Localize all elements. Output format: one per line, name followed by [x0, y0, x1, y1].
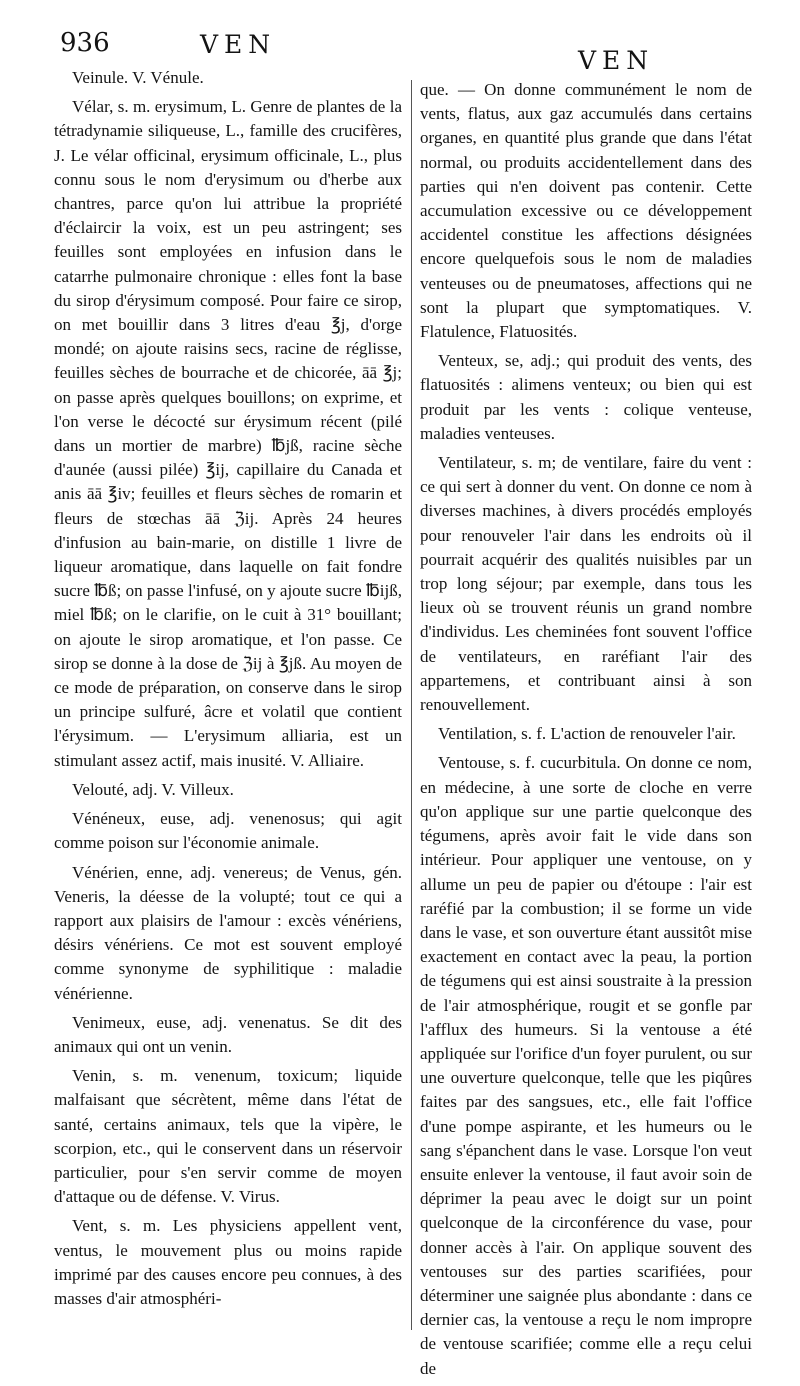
page-header — [0, 22, 800, 75]
entry-veneneux: Vénéneux, euse, adj. venenosus; qui agit comme poison sur l'économie animale. — [54, 809, 402, 853]
running-head-left: VEN — [200, 30, 277, 59]
entry-ventilation: Ventilation, s. f. L'action de renouveler l'air. — [438, 724, 736, 744]
entry-vent-continued: que. — On donne communément le nom de vents, flatus, aux gaz accumulés dans certains organes, en quantité plus grande que dans l'état normal, ou produits accidentellement dans des parties qui n'en doivent pas contenir. Cette accumulation excessive ou ce développement accidentel constitue les affections désignées encore quelquefois sous le nom de maladies venteuses ou de pneumatoses, affections qui ne sont la plupart que symptomatiques. V. Flatulence, Flatuosités. — [420, 80, 752, 342]
page-number: 936 — [60, 28, 110, 58]
column-divider — [411, 80, 412, 1330]
entry-venin: Venin, s. m. venenum, toxicum; liquide malfaisant que sécrètent, même dans l'état de santé, certains animaux, tels que la vipère, le scorpion, etc., qui le conservent dans un réservoir particulier, pour s'en servir comme de moyen d'attaque ou de défense. V. Virus. — [54, 1066, 402, 1207]
entry-ventouse: Ventouse, s. f. cucurbitula. On donne ce nom, en médecine, à une sorte de cloche en verre qu'on applique sur une partie quelconque des tégumens, après avoir fait le vide dans son intérieur. Pour appliquer une ventouse, on y allume un peu de papier ou d'étoupe : l'air est raréfié par la combustion; il se forme un vide dans le vase, et son ouverture étant aussitôt mise exactement en contact avec la peau, la portion de tégumens qui est ainsi soustraite à la pression de l'air atmosphérique, rougit et se gonfle par l'afflux des humeurs. Si la ventouse a été appliquée sur l'orifice d'un foyer purulent, ou sur une ouverture quelconque, telle que les piqûres faites par des sangsues, etc., elle fait l'office d'une pompe aspirante, et les humeurs ou le sang s'épanchent dans le vase. Lorsque l'on veut ensuite enlever la ventouse, il faut avoir soin de déprimer la peau avec le doigt sur un point quelconque de la circonférence du vase, pour donner accès à l'air. On applique souvent des ventouses sur des parties scarifiées, pour déterminer une saignée plus abondante : dans ce dernier cas, la ventouse a reçu le nom impropre de ventouse scarifiée; comme elle a reçu celui de — [420, 753, 752, 1378]
entry-veinule: Veinule. V. Vénule. — [72, 68, 204, 87]
entry-velar: Vélar, s. m. erysimum, L. Genre de plantes de la tétradynamie siliqueuse, L., famille des crucifères, J. Le vélar officinal, erysimum officinale, L., plus connu sous le nom d'erysimum ou d'herbe aux chantres, parce qu'on lui attribue la propriété d'éclaircir la voix, est un peu astringent; ses feuilles sont employées en infusion dans le catarrhe pulmonaire chronique : elles font la base du sirop d'érysimum composé. Pour faire ce sirop, on met bouillir dans 3 litres d'eau ℥j, d'orge mondé; on ajoute raisins secs, racine de réglisse, feuilles sèches de bourrache et de chicorée, āā ℥j; on passe après quelques bouillons; on exprime, et l'on verse le décocté sur érysimum récent (pilé dans un mortier de marbre) ℔jß, racine sèche d'aunée (aussi pilée) ℥ij, capillaire du Canada et anis āā ℥iv; feuilles et fleurs sèches de romarin et fleurs de stœchas āā ℨij. Après 24 heures d'infusion au bain-marie, on distille 1 livre de liqueur aromatique, dans laquelle on fait fondre sucre ℔ß; on passe l'infusé, on y ajoute sucre ℔ijß, miel ℔ß; on le clarifie, on le cuit à 31° bouillant; on ajoute le sirop aromatique, et l'on passe. Ce sirop se donne à la dose de ℨij à ℥jß. Au moyen de ce mode de préparation, on conserve dans le sirop un principe sulfuré, âcre et volatil que contient l'érysimum. — L'erysimum alliaria, est un stimulant assez actif, mais inusité. V. Alliaire. — [54, 97, 402, 770]
entry-venimeux: Venimeux, euse, adj. venenatus. Se dit des animaux qui ont un venin. — [54, 1012, 402, 1056]
entry-ventilateur: Ventilateur, s. m; de ventilare, faire du vent : ce qui sert à donner du vent. On donne ce nom à diverses machines, à divers procédés employés pour renouveler l'air dans les endroits où il pourrait acquérir des qualités nuisibles par un trop long séjour; par exemple, dans tous les lieux où se trouvent réunis un grand nombre d'individus. Les cheminées font souvent l'office de ventilateurs, en raréfiant l'air des appartemens, et contribuant ainsi à son renouvellement. — [420, 453, 752, 715]
left-column — [54, 66, 402, 1316]
entry-venerien: Vénérien, enne, adj. venereus; de Venus, gén. Veneris, la déesse de la volupté; tout ce qui a rapport aux plaisirs de l'amour : excès vénériens, désirs vénériens. Ce mot est souvent employé comme synonyme de syphilitique : maladie vénérienne. — [54, 862, 402, 1003]
right-column — [420, 78, 752, 1386]
entry-vent: Vent, s. m. Les physiciens appellent vent, ventus, le mouvement plus ou moins rapide imprimé par des causes encore peu connues, à des masses d'air atmosphéri- — [54, 1216, 402, 1308]
entry-veloute: Velouté, adj. V. Villeux. — [72, 779, 234, 799]
entry-venteux: Venteux, se, adj.; qui produit des vents, des flatuosités : alimens venteux; ou bien qui est produit par les vents : colique venteuse, maladies venteuses. — [420, 351, 752, 443]
running-head-right: VEN — [578, 46, 655, 75]
